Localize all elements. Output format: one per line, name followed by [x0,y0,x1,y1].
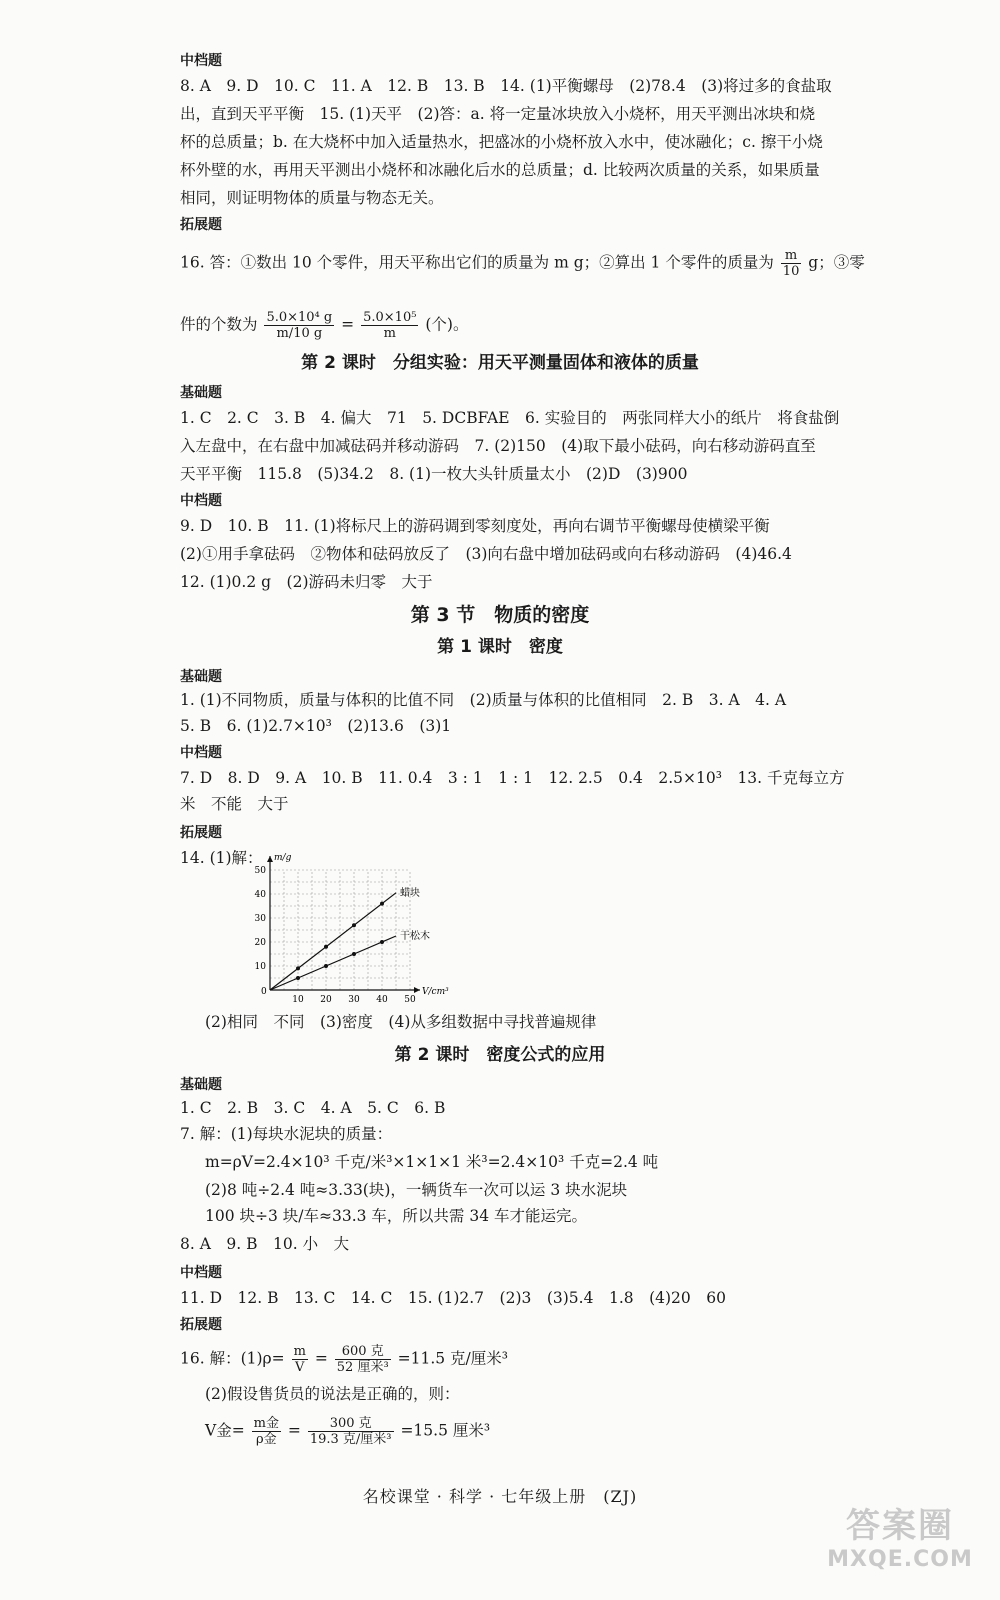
y-tick-label: 50 [254,866,266,876]
section-label-basic: 基础题 [180,669,222,685]
x-tick-label: 10 [292,995,304,1005]
series-label: 蜡块 [400,887,420,899]
answer-line-q16-count [180,310,468,341]
fraction-numerator: m金 [253,1416,279,1431]
fraction-denominator: 19.3 克/厘米³ [309,1432,392,1447]
x-axis-arrow [414,987,420,993]
q16-text: 16. 解：(1)ρ= [180,1349,285,1368]
q16-text: =15.5 厘米³ [400,1421,491,1440]
answer-line: 米 不能 大于 [180,795,289,813]
answer-line: 杯外壁的水，再用天平测出小烧杯和冰融化后水的总质量；d. 比较两次质量的关系，如果质量 [180,161,820,179]
y-axis-label: m/g [274,853,292,863]
fraction [308,1416,394,1447]
lesson-heading: 第 1 课时 密度 [437,637,563,657]
data-point [380,940,384,944]
data-point [352,923,356,927]
chart-series [270,886,430,990]
q16-text: (个)。 [425,315,469,334]
answer-line: 9. D 10. B 11. (1)将标尺上的游码调到零刻度处，再向右调节平衡螺母使横梁平衡 [180,517,770,535]
equals-sign: = [341,315,355,334]
answer-line: (2)8 吨÷2.4 吨≈3.33(块)，一辆货车一次可以运 3 块水泥块 [205,1181,628,1199]
fraction [292,1344,308,1375]
chart-axes [267,853,449,997]
answer-line: 出，直到天平平衡 15. (1)天平 (2)答：a. 将一定量冰块放入小烧杯，用天平测出冰块和烧 [180,105,816,123]
fraction [781,248,802,279]
mass-volume-chart [240,845,470,1015]
watermark-text: 答案圈 [846,1506,954,1546]
answer-line: 100 块÷3 块/车≈33.3 车，所以共需 34 车才能运完。 [205,1207,588,1225]
equals-sign: = [314,1349,328,1368]
lesson-heading: 第 2 课时 密度公式的应用 [394,1045,606,1065]
x-axis-label: V/cm³ [422,987,449,997]
data-point [380,902,384,906]
q16-text: 16. 答：①数出 10 个零件，用天平称出它们的质量为 m g；②算出 1 个零件的质量为 [180,253,774,272]
answer-line: 天平平衡 115.8 (5)34.2 8. (1)一枚大头针质量太小 (2)D (3)900 [180,465,688,483]
equals-sign: = [287,1421,301,1440]
answer-line: (2)假设售货员的说法是正确的，则： [205,1385,460,1403]
data-point [324,964,328,968]
section-label-mid: 中档题 [180,493,222,509]
section-label-mid: 中档题 [180,53,222,69]
data-point [296,976,300,980]
answer-line: 12. (1)0.2 g (2)游码未归零 大于 [180,573,433,591]
answer-line: 1. C 2. C 3. B 4. 偏大 71 5. DCBFAE 6. 实验目的 两张同样大小的纸片 将食盐倒 [180,409,840,427]
answer-line: 相同，则证明物体的质量与物态无关。 [180,189,444,207]
section-label-ext: 拓展题 [180,217,222,233]
series-label: 干松木 [400,931,430,942]
answer-line: 入左盘中，在右盘中加减砝码并移动游码 7. (2)150 (4)取下最小砝码，向右移动游码直至 [180,437,816,455]
fraction-numerator: m [781,248,802,264]
x-tick-label: 40 [376,995,388,1005]
y-tick-label: 30 [254,914,266,924]
fraction-numerator: 5.0×10⁴ g [266,310,333,325]
q16-text: 件的个数为 [180,315,258,334]
chart-ticks [255,866,416,1005]
fraction-denominator: m/10 g [276,326,323,341]
answer-line: 杯的总质量；b. 在大烧杯中加入适量热水，把盛冰的小烧杯放入水中，使冰融化；c. 擦干小烧 [180,133,823,151]
fraction-denominator: 52 厘米³ [336,1360,389,1375]
fraction [252,1416,281,1447]
answer-line: 8. A 9. D 10. C 11. A 12. B 13. B 14. (1)平衡螺母 (2)78.4 (3)将过多的食盐取 [180,77,832,95]
fraction-denominator: 10 [782,264,800,279]
fraction-numerator: 300 克 [308,1416,394,1432]
answer-line-q16 [180,248,865,279]
y-tick-label: 10 [254,962,266,972]
data-point [296,966,300,970]
fraction-numerator: 5.0×10⁵ [363,310,417,325]
y-axis-arrow [267,856,273,862]
answer-line: 7. 解：(1)每块水泥块的质量： [180,1125,393,1143]
answer-line-q14: 14. (1)解： [180,849,263,867]
section-label-ext: 拓展题 [180,825,222,841]
x-tick-label: 30 [348,995,360,1005]
origin-label: 0 [261,987,267,997]
answer-line-q16-volume [205,1416,490,1447]
fraction-numerator: m [293,1344,306,1359]
fraction-denominator: m [383,326,396,341]
y-tick-label: 20 [254,938,266,948]
section-heading: 第 3 节 物质的密度 [410,604,590,626]
fraction [264,310,334,341]
y-tick-label: 40 [254,890,266,900]
x-tick-label: 50 [404,995,416,1005]
page-footer: 名校课堂 · 科学 · 七年级上册 (ZJ) [362,1487,638,1506]
lesson-heading: 第 2 课时 分组实验：用天平测量固体和液体的质量 [301,353,699,373]
series-line [270,936,396,990]
answer-line: 7. D 8. D 9. A 10. B 11. 0.4 3 : 1 1 : 1 12. 2.5 0.4 2.5×10³ 13. 千克每立方 [180,769,845,787]
fraction-numerator: 600 克 [335,1344,391,1360]
answer-line-q16-density [180,1344,508,1375]
section-label-mid: 中档题 [180,745,222,761]
data-point [324,945,328,949]
x-tick-label: 20 [320,995,332,1005]
answer-line: 1. (1)不同物质，质量与体积的比值不同 (2)质量与体积的比值相同 2. B 3. A 4. A [180,691,787,709]
fraction [361,310,418,341]
q16-text: g；③零 [808,253,865,272]
chart-grid [270,870,410,990]
answer-line: 8. A 9. B 10. 小 大 [180,1235,350,1253]
q16-text: =11.5 克/厘米³ [397,1349,508,1368]
fraction-denominator: V [295,1360,305,1375]
fraction-denominator: ρ金 [255,1432,277,1447]
watermark-logo [815,1498,985,1572]
data-point [352,952,356,956]
answer-line: 1. C 2. B 3. C 4. A 5. C 6. B [180,1099,446,1117]
section-label-mid: 中档题 [180,1265,222,1281]
section-label-ext: 拓展题 [180,1317,222,1333]
series-line [270,893,396,990]
answer-line: 11. D 12. B 13. C 14. C 15. (1)2.7 (2)3 (3)5.4 1.8 (4)20 60 [180,1289,727,1307]
section-label-basic: 基础题 [180,385,222,401]
answer-line: (2)①用手拿砝码 ②物体和砝码放反了 (3)向右盘中增加砝码或向右移动游码 (4)46.4 [180,545,792,563]
watermark-url: MXQE.COM [827,1547,973,1572]
answer-line: m=ρV=2.4×10³ 千克/米³×1×1×1 米³=2.4×10³ 千克=2.4 吨 [205,1153,659,1171]
answer-line: 5. B 6. (1)2.7×10³ (2)13.6 (3)1 [180,717,452,735]
answer-line: (2)相同 不同 (3)密度 (4)从多组数据中寻找普遍规律 [205,1013,597,1031]
fraction [335,1344,391,1375]
q16-text: V金= [205,1421,245,1440]
section-label-basic: 基础题 [180,1077,222,1093]
